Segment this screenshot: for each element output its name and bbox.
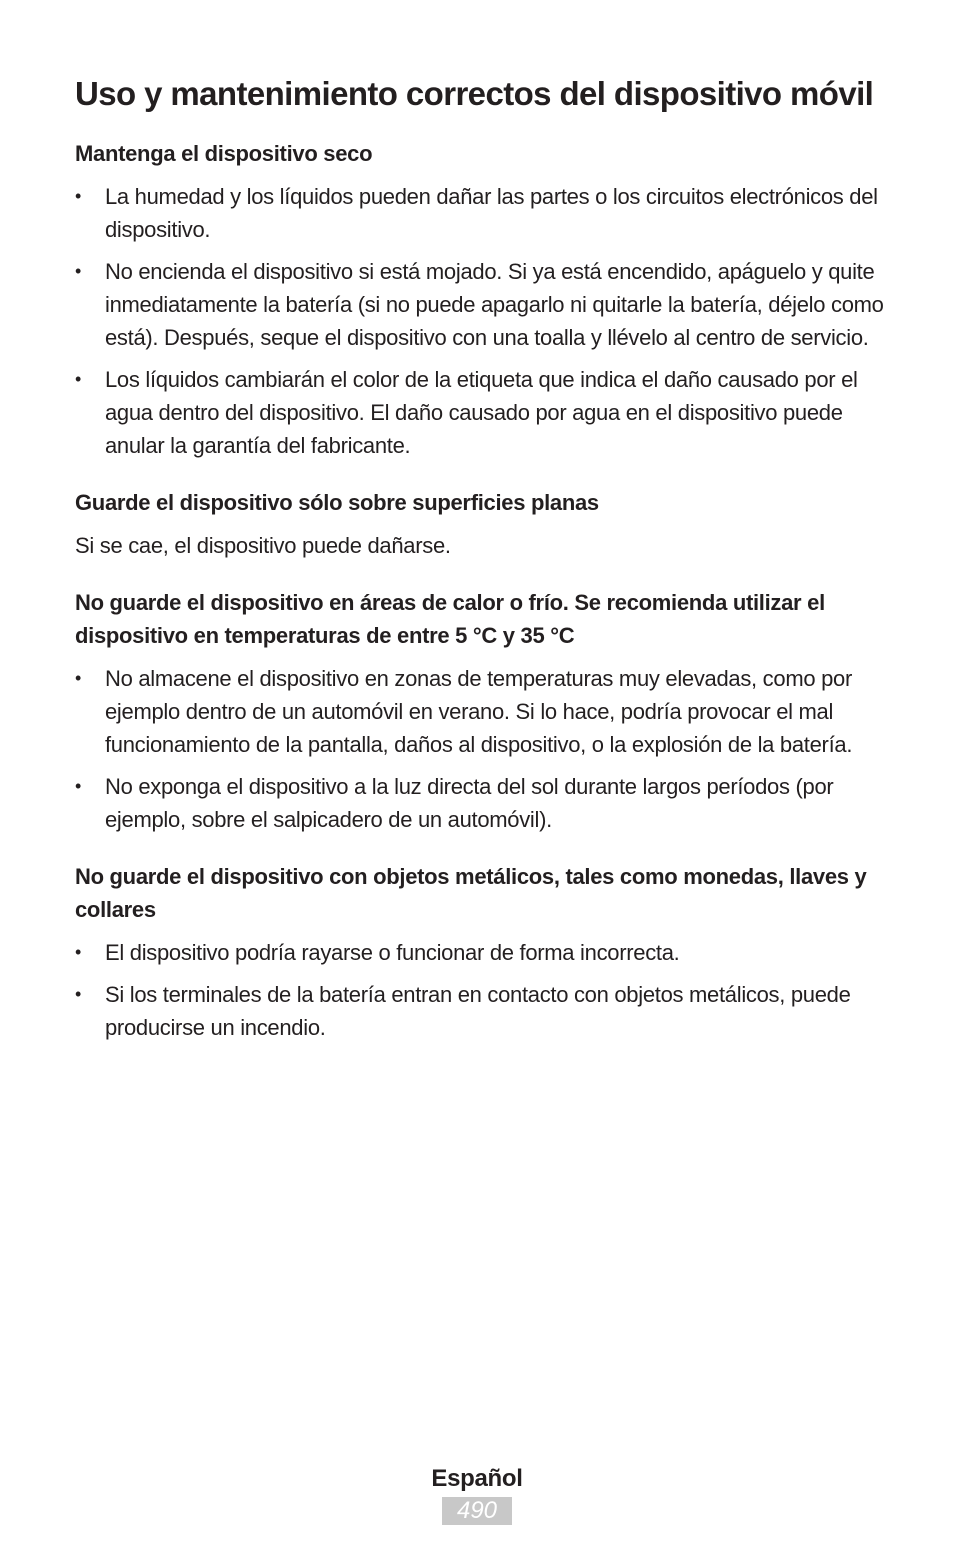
list-item-text: No exponga el dispositivo a la luz directa del sol durante largos períodos (por ejemplo, sobre el salpicadero de un automóvil). bbox=[105, 774, 834, 832]
page-number: 490 bbox=[442, 1497, 512, 1525]
bullet-icon: • bbox=[75, 984, 82, 1004]
section-heading: No guarde el dispositivo con objetos metálicos, tales como monedas, llaves y collares bbox=[75, 864, 867, 922]
bullet-icon: • bbox=[75, 261, 82, 281]
bullet-list bbox=[75, 662, 885, 836]
list-item bbox=[75, 363, 885, 462]
footer-language: Español bbox=[431, 1465, 523, 1492]
bullet-list bbox=[75, 936, 885, 1044]
list-item bbox=[75, 936, 885, 969]
bullet-icon: • bbox=[75, 942, 82, 962]
list-item-text: El dispositivo podría rayarse o funcionar de forma incorrecta. bbox=[105, 940, 680, 965]
list-item bbox=[75, 180, 885, 246]
list-item bbox=[75, 255, 885, 354]
list-item bbox=[75, 662, 885, 761]
section-text: Si se cae, el dispositivo puede dañarse. bbox=[75, 533, 451, 558]
document-page bbox=[75, 72, 885, 1068]
section-heading: Mantenga el dispositivo seco bbox=[75, 141, 373, 166]
bullet-icon: • bbox=[75, 369, 82, 389]
section-temperature bbox=[75, 586, 885, 836]
list-item bbox=[75, 978, 885, 1044]
page-title: Uso y mantenimiento correctos del dispositivo móvil bbox=[75, 75, 874, 112]
bullet-icon: • bbox=[75, 186, 82, 206]
section-heading: Guarde el dispositivo sólo sobre superficies planas bbox=[75, 490, 599, 515]
list-item-text: Si los terminales de la batería entran en contacto con objetos metálicos, puede producirse un incendio. bbox=[105, 982, 851, 1040]
list-item-text: La humedad y los líquidos pueden dañar las partes o los circuitos electrónicos del dispositivo. bbox=[105, 184, 878, 242]
page-footer bbox=[0, 1462, 954, 1525]
list-item-text: No encienda el dispositivo si está mojado. Si ya está encendido, apáguelo y quite inmediatamente la batería (si no puede apagarlo ni quitarle la batería, déjelo como está). Después, seque el dispositivo con una toalla y llévelo al centro de servicio. bbox=[105, 259, 884, 350]
list-item bbox=[75, 770, 885, 836]
list-item-text: Los líquidos cambiarán el color de la etiqueta que indica el daño causado por el agua dentro del dispositivo. El daño causado por agua en el dispositivo puede anular la garantía del fabricante. bbox=[105, 367, 858, 458]
section-keep-dry bbox=[75, 137, 885, 462]
section-heading: No guarde el dispositivo en áreas de calor o frío. Se recomienda utilizar el dispositivo en temperaturas de entre 5 °C y 35 °C bbox=[75, 590, 825, 648]
list-item-text: No almacene el dispositivo en zonas de temperaturas muy elevadas, como por ejemplo dentro de un automóvil en verano. Si lo hace, podría provocar el mal funcionamiento de la pantalla, daños al dispositivo, o la explosión de la batería. bbox=[105, 666, 853, 757]
section-metal-objects bbox=[75, 860, 885, 1044]
bullet-list bbox=[75, 180, 885, 462]
bullet-icon: • bbox=[75, 668, 82, 688]
section-flat-surfaces bbox=[75, 486, 885, 562]
bullet-icon: • bbox=[75, 776, 82, 796]
